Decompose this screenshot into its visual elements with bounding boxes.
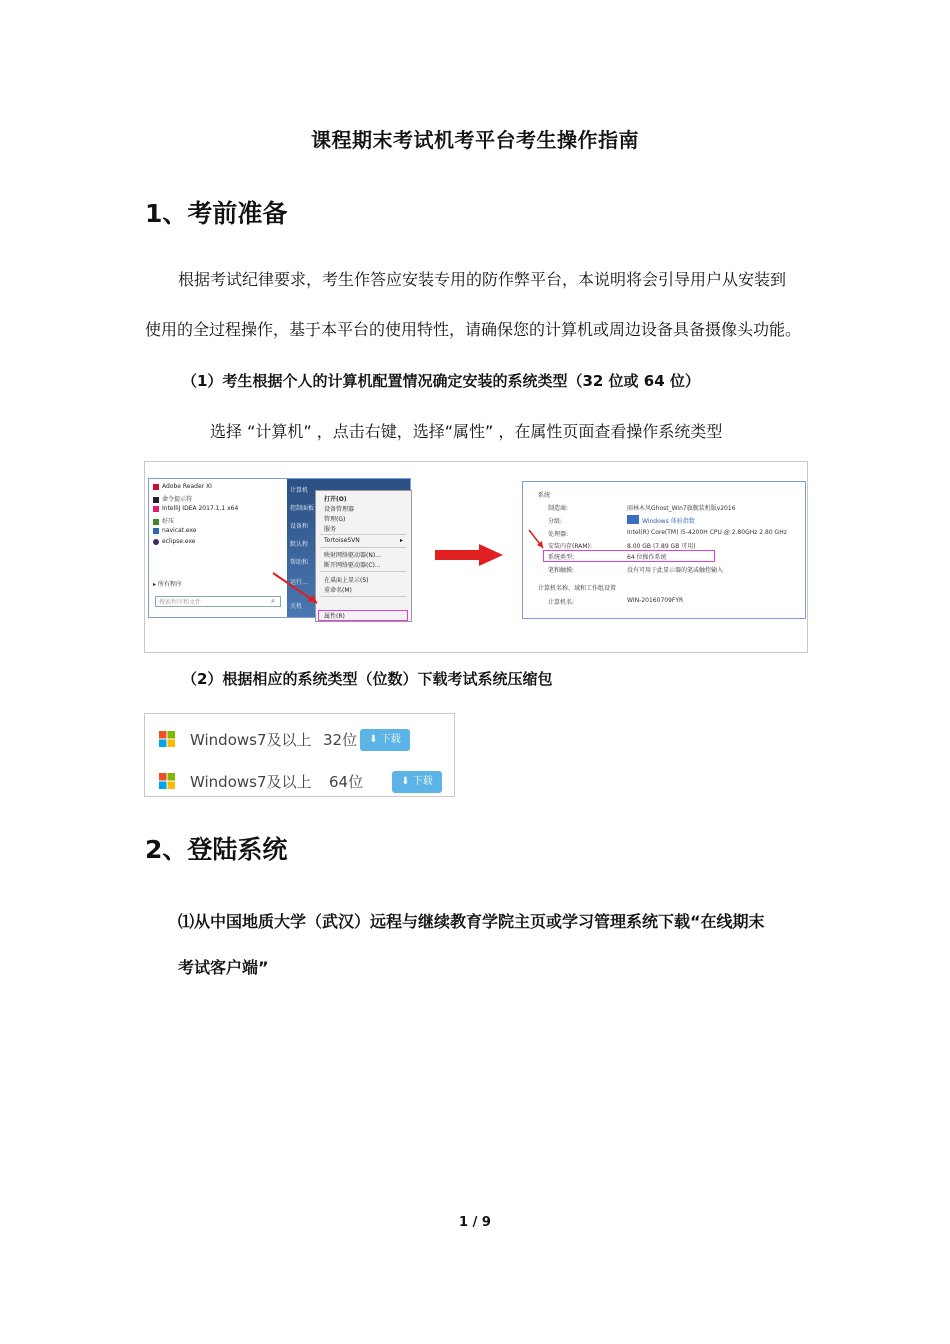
menu-divider [320, 571, 406, 572]
context-menu [315, 490, 412, 622]
sys-label: 系统类型: [548, 554, 575, 561]
windows-logo-icon [158, 730, 176, 748]
program-item: 命令提示符 [153, 494, 192, 503]
sys-label: 安装内存(RAM): [548, 543, 592, 550]
right-pane-item: 默认程 [290, 541, 309, 548]
right-pane-item: 帮助和 [290, 559, 309, 566]
login-step-line1: ⑴从中国地质大学（武汉）远程与继续教育学院主页或学习管理系统下载“在线期末 [178, 912, 765, 931]
download-bits: 64位 [329, 773, 364, 791]
sys-value: 没有可用于此显示器的笔或触控输入 [627, 567, 724, 574]
right-pane-item: 控制面板 [290, 505, 315, 512]
pointer-arrow-icon [527, 528, 549, 552]
context-menu-item: 服务 [324, 526, 337, 533]
right-pane-item: 计算机 [290, 487, 309, 494]
section-heading-login: 2、登陆系统 [145, 835, 288, 864]
sys-label: 计算机名: [548, 599, 575, 606]
download-bits: 32位 [323, 731, 358, 749]
context-menu-item: 管理(G) [324, 516, 346, 523]
computer-name-section-label: 计算机名称、域和工作组设置 [538, 585, 617, 592]
sys-value: Intel(R) Core(TM) i5-4200H CPU @ 2.80GHz 2.80 GHz [627, 529, 787, 536]
sys-label: 分级: [548, 518, 563, 525]
big-red-arrow-icon [435, 544, 505, 566]
context-menu-item: 映射网络驱动器(N)... [324, 552, 381, 559]
context-menu-item: 打开(O) [324, 496, 347, 503]
program-item: IntelliJ IDEA 2017.1.1 x64 [153, 505, 238, 512]
menu-divider [320, 534, 406, 535]
login-step-line2: 考试客户端” [178, 958, 269, 977]
sys-label: 处理器: [548, 531, 569, 538]
download-row-64 [145, 760, 454, 800]
program-item: 好压 [153, 516, 174, 525]
intro-paragraph-line2: 使用的全过程操作，基于本平台的使用特性，请确保您的计算机或周边设备具备摄像头功能。 [145, 320, 802, 339]
submenu-arrow-icon: ▸ [400, 537, 404, 544]
sys-value: 8.00 GB (7.89 GB 可用) [627, 543, 696, 550]
search-icon: ⌕ [271, 597, 275, 605]
download-button-32[interactable]: ⬇ 下载 [360, 729, 410, 751]
intro-paragraph-line1: 根据考试纪律要求，考生作答应安装专用的防作弊平台，本说明将会引导用户从安装到 [178, 270, 787, 289]
context-menu-item: 在桌面上显示(S) [324, 577, 369, 584]
section-heading-preparation: 1、考前准备 [145, 199, 288, 228]
sys-label: 制造商: [548, 505, 569, 512]
step1-heading: （1）考生根据个人的计算机配置情况确定安装的系统类型（32 位或 64 位） [182, 372, 700, 390]
download-row-32 [145, 718, 454, 758]
context-menu-item: 断开网络驱动器(C)... [324, 562, 381, 569]
system-type-screenshot [144, 461, 808, 653]
start-search-box: 搜索程序和文件 [155, 596, 281, 607]
system-properties-panel [522, 481, 806, 619]
right-pane-item: 设备和 [290, 523, 309, 530]
context-menu-item: 设备管理器 [324, 506, 355, 513]
step1-instruction: 选择 “计算机” ，点击右键，选择“属性” ，在属性页面查看操作系统类型 [210, 422, 723, 441]
page-number: 1 / 9 [459, 1215, 491, 1230]
right-pane-item: 关机 [290, 603, 303, 610]
pointer-arrow-icon [269, 569, 329, 609]
menu-divider [320, 547, 406, 548]
menu-divider [320, 596, 406, 597]
program-item: Adobe Reader XI [153, 483, 212, 490]
document-title: 课程期末考试机考平台考生操作指南 [311, 128, 639, 152]
sys-value: WIN-20160709FYR [627, 597, 684, 604]
download-icon: ⬇ [401, 776, 413, 787]
context-menu-item: TortoiseSVN [324, 537, 360, 544]
context-menu-item: 重命名(M) [324, 587, 352, 594]
download-os-name: Windows7及以上 [190, 731, 312, 749]
download-button-64[interactable]: ⬇ 下载 [392, 771, 442, 793]
context-menu-item-properties: 属性(R) [324, 613, 345, 620]
step2-heading: （2）根据相应的系统类型（位数）下载考试系统压缩包 [182, 670, 553, 688]
start-menu-programs [149, 479, 287, 617]
program-item: navicat.exe [153, 527, 197, 534]
download-os-name: Windows7及以上 [190, 773, 312, 791]
all-programs: ▸ 所有程序 [153, 581, 182, 588]
right-pane-item: 运行... [290, 579, 308, 586]
windows-logo-icon [158, 772, 176, 790]
start-menu [148, 478, 411, 618]
download-panel [144, 713, 455, 797]
download-icon: ⬇ [369, 734, 381, 745]
sys-value: 64 位操作系统 [627, 554, 667, 561]
program-item: eclipse.exe [153, 538, 196, 545]
sys-label: 笔和触摸: [548, 567, 575, 574]
sys-value: 雨林木风Ghost_Win7旗舰装机版v2016 [627, 505, 736, 512]
system-section-label: 系统 [538, 492, 551, 499]
rating-badge-icon [627, 515, 639, 524]
sys-value: Windows 体验指数 [642, 518, 695, 525]
